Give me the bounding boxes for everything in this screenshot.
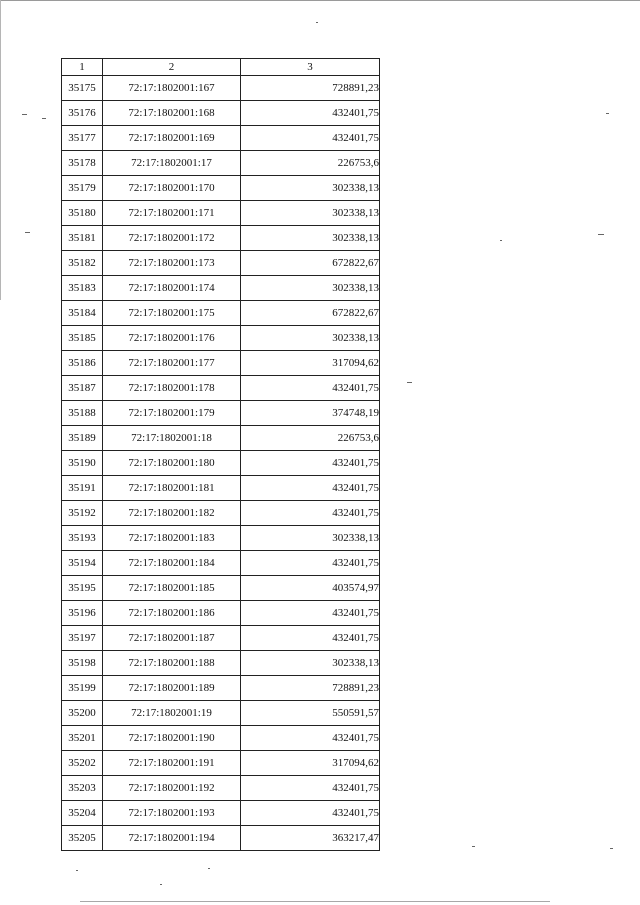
column-header: 1 (62, 59, 103, 76)
cadastral-number-cell: 72:17:1802001:186 (103, 601, 241, 626)
row-number-cell: 35191 (62, 476, 103, 501)
row-number-cell: 35182 (62, 251, 103, 276)
cadastral-value-cell: 432401,75 (241, 726, 380, 751)
cadastral-number-cell: 72:17:1802001:180 (103, 451, 241, 476)
cadastral-value-cell: 302338,13 (241, 651, 380, 676)
cadastral-number-cell: 72:17:1802001:176 (103, 326, 241, 351)
cadastral-value-cell: 432401,75 (241, 376, 380, 401)
cadastral-number-cell: 72:17:1802001:177 (103, 351, 241, 376)
table-row (62, 751, 380, 776)
table-row (62, 226, 380, 251)
scan-speck (610, 848, 613, 849)
cadastral-value-cell: 403574,97 (241, 576, 380, 601)
table-header-row (62, 59, 380, 76)
table-row (62, 351, 380, 376)
scan-speck (500, 240, 502, 241)
cadastral-number-cell: 72:17:1802001:168 (103, 101, 241, 126)
cadastral-number-cell: 72:17:1802001:170 (103, 176, 241, 201)
table-row (62, 776, 380, 801)
scan-edge-left (0, 0, 1, 300)
row-number-cell: 35198 (62, 651, 103, 676)
row-number-cell: 35184 (62, 301, 103, 326)
table-row (62, 576, 380, 601)
cadastral-number-cell: 72:17:1802001:173 (103, 251, 241, 276)
cadastral-value-cell: 432401,75 (241, 601, 380, 626)
table-row (62, 801, 380, 826)
cadastral-number-cell: 72:17:1802001:185 (103, 576, 241, 601)
scan-speck (598, 234, 604, 235)
row-number-cell: 35187 (62, 376, 103, 401)
row-number-cell: 35177 (62, 126, 103, 151)
cadastral-value-cell: 432401,75 (241, 776, 380, 801)
table-row (62, 301, 380, 326)
cadastral-value-cell: 432401,75 (241, 101, 380, 126)
cadastral-number-cell: 72:17:1802001:189 (103, 676, 241, 701)
cadastral-number-cell: 72:17:1802001:181 (103, 476, 241, 501)
row-number-cell: 35183 (62, 276, 103, 301)
cadastral-number-cell: 72:17:1802001:19 (103, 701, 241, 726)
row-number-cell: 35194 (62, 551, 103, 576)
table-row (62, 701, 380, 726)
row-number-cell: 35192 (62, 501, 103, 526)
cadastral-number-cell: 72:17:1802001:191 (103, 751, 241, 776)
scan-speck (316, 22, 318, 23)
cadastral-number-cell: 72:17:1802001:179 (103, 401, 241, 426)
cadastral-number-cell: 72:17:1802001:183 (103, 526, 241, 551)
scan-edge-bottom (80, 901, 550, 902)
table-row (62, 826, 380, 851)
table-row (62, 326, 380, 351)
table-row (62, 626, 380, 651)
cadastral-number-cell: 72:17:1802001:17 (103, 151, 241, 176)
cadastral-value-cell: 672822,67 (241, 251, 380, 276)
row-number-cell: 35196 (62, 601, 103, 626)
cadastral-value-cell: 363217,47 (241, 826, 380, 851)
cadastral-value-cell: 728891,23 (241, 676, 380, 701)
row-number-cell: 35195 (62, 576, 103, 601)
cadastral-number-cell: 72:17:1802001:18 (103, 426, 241, 451)
cadastral-value-cell: 432401,75 (241, 626, 380, 651)
cadastral-number-cell: 72:17:1802001:175 (103, 301, 241, 326)
scan-edge-top (0, 0, 640, 1)
table-row (62, 601, 380, 626)
cadastral-value-cell: 550591,57 (241, 701, 380, 726)
row-number-cell: 35178 (62, 151, 103, 176)
row-number-cell: 35181 (62, 226, 103, 251)
column-header: 2 (103, 59, 241, 76)
row-number-cell: 35176 (62, 101, 103, 126)
scan-speck (160, 884, 162, 885)
row-number-cell: 35204 (62, 801, 103, 826)
cadastral-value-cell: 302338,13 (241, 276, 380, 301)
cadastral-value-cell: 302338,13 (241, 176, 380, 201)
cadastral-number-cell: 72:17:1802001:188 (103, 651, 241, 676)
table-row (62, 726, 380, 751)
cadastral-number-cell: 72:17:1802001:167 (103, 76, 241, 101)
cadastral-value-cell: 432401,75 (241, 501, 380, 526)
cadastral-number-cell: 72:17:1802001:174 (103, 276, 241, 301)
scan-speck (76, 870, 78, 871)
table-row (62, 126, 380, 151)
cadastral-value-cell: 432401,75 (241, 476, 380, 501)
cadastral-number-cell: 72:17:1802001:190 (103, 726, 241, 751)
column-header: 3 (241, 59, 380, 76)
cadastral-value-cell: 672822,67 (241, 301, 380, 326)
scan-speck (42, 118, 46, 119)
scan-speck (606, 113, 609, 114)
table-row (62, 676, 380, 701)
cadastral-value-cell: 226753,6 (241, 151, 380, 176)
table-row (62, 501, 380, 526)
table-row (62, 451, 380, 476)
row-number-cell: 35200 (62, 701, 103, 726)
row-number-cell: 35202 (62, 751, 103, 776)
cadastral-value-table (61, 58, 380, 851)
table-row (62, 201, 380, 226)
cadastral-number-cell: 72:17:1802001:194 (103, 826, 241, 851)
table-row (62, 176, 380, 201)
cadastral-value-cell: 317094,62 (241, 351, 380, 376)
cadastral-value-cell: 226753,6 (241, 426, 380, 451)
row-number-cell: 35205 (62, 826, 103, 851)
scan-speck (472, 846, 475, 847)
cadastral-value-cell: 302338,13 (241, 226, 380, 251)
cadastral-number-cell: 72:17:1802001:171 (103, 201, 241, 226)
scan-speck (22, 114, 27, 115)
cadastral-value-cell: 432401,75 (241, 451, 380, 476)
scan-speck (25, 232, 30, 233)
cadastral-value-cell: 302338,13 (241, 326, 380, 351)
cadastral-value-cell: 728891,23 (241, 76, 380, 101)
cadastral-number-cell: 72:17:1802001:169 (103, 126, 241, 151)
cadastral-number-cell: 72:17:1802001:184 (103, 551, 241, 576)
cadastral-value-cell: 432401,75 (241, 801, 380, 826)
table-row (62, 76, 380, 101)
cadastral-number-cell: 72:17:1802001:182 (103, 501, 241, 526)
row-number-cell: 35199 (62, 676, 103, 701)
scan-speck (208, 868, 210, 869)
table-row (62, 101, 380, 126)
scan-speck (407, 382, 412, 383)
cadastral-number-cell: 72:17:1802001:178 (103, 376, 241, 401)
table-row (62, 251, 380, 276)
cadastral-value-cell: 374748,19 (241, 401, 380, 426)
row-number-cell: 35201 (62, 726, 103, 751)
cadastral-number-cell: 72:17:1802001:192 (103, 776, 241, 801)
table-row (62, 151, 380, 176)
cadastral-value-cell: 302338,13 (241, 526, 380, 551)
row-number-cell: 35189 (62, 426, 103, 451)
table-row (62, 376, 380, 401)
cadastral-value-cell: 317094,62 (241, 751, 380, 776)
row-number-cell: 35188 (62, 401, 103, 426)
row-number-cell: 35186 (62, 351, 103, 376)
row-number-cell: 35180 (62, 201, 103, 226)
row-number-cell: 35197 (62, 626, 103, 651)
cadastral-value-cell: 302338,13 (241, 201, 380, 226)
table-row (62, 401, 380, 426)
row-number-cell: 35179 (62, 176, 103, 201)
table-row (62, 651, 380, 676)
cadastral-number-cell: 72:17:1802001:172 (103, 226, 241, 251)
table-row (62, 276, 380, 301)
table-body (62, 76, 380, 851)
table-row (62, 476, 380, 501)
cadastral-value-cell: 432401,75 (241, 551, 380, 576)
row-number-cell: 35203 (62, 776, 103, 801)
row-number-cell: 35190 (62, 451, 103, 476)
cadastral-number-cell: 72:17:1802001:193 (103, 801, 241, 826)
row-number-cell: 35193 (62, 526, 103, 551)
row-number-cell: 35185 (62, 326, 103, 351)
row-number-cell: 35175 (62, 76, 103, 101)
cadastral-number-cell: 72:17:1802001:187 (103, 626, 241, 651)
table-row (62, 551, 380, 576)
table-row (62, 526, 380, 551)
cadastral-value-cell: 432401,75 (241, 126, 380, 151)
table-row (62, 426, 380, 451)
